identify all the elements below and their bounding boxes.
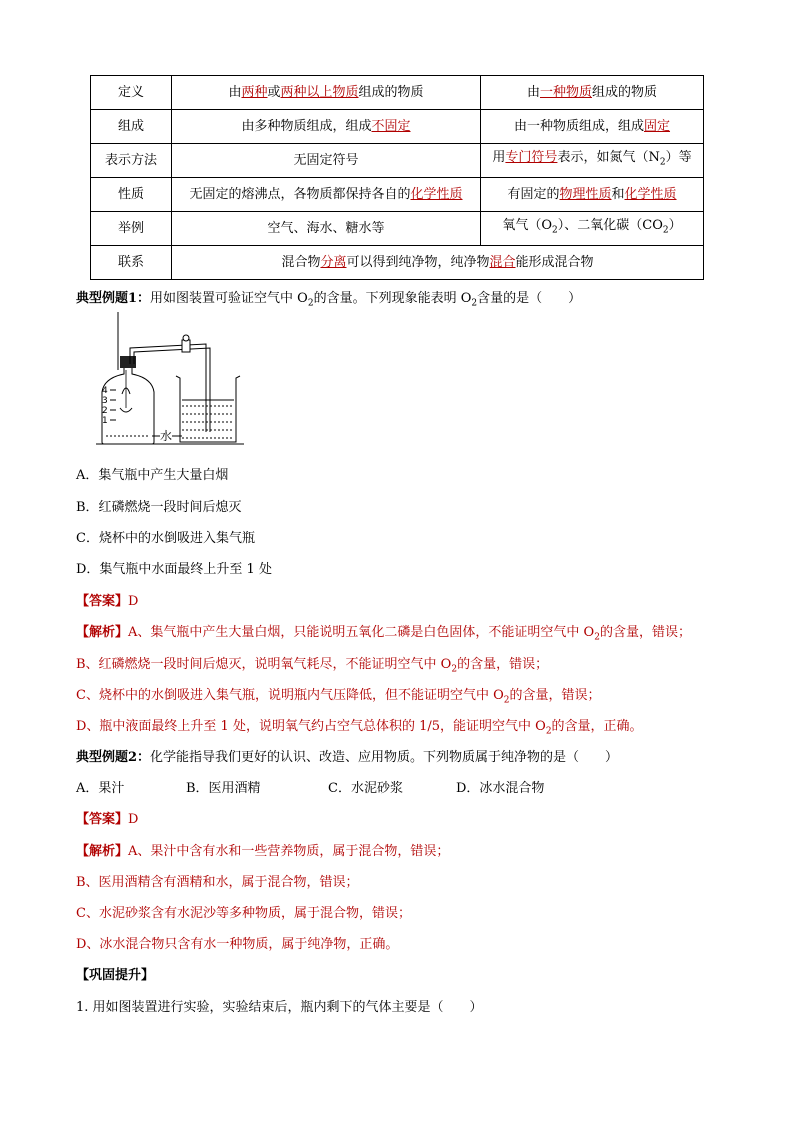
subscript: 2 — [545, 726, 552, 737]
row-label: 表示方法 — [91, 144, 172, 178]
consolidate-heading: 【巩固提升】 — [76, 968, 155, 983]
underlined-term: 两种以上物质 — [280, 84, 359, 100]
text-run: 由多种物质组成，组成 — [241, 118, 372, 134]
analysis-tag: 【解析】 — [76, 625, 129, 640]
underlined-term: 不固定 — [371, 118, 411, 134]
ex2-analysis-d: D、冰水混合物只含有水一种物质，属于纯净物，正确。 — [76, 937, 399, 952]
subscript: 2 — [662, 225, 669, 236]
underlined-term: 固定 — [644, 118, 671, 134]
ex1-analysis-c — [76, 684, 601, 706]
table-row — [91, 178, 704, 212]
ex2-option-c: C．水泥砂浆 — [328, 781, 403, 796]
subscript: 2 — [594, 632, 600, 643]
ex1-option-d: D．集气瓶中水面最终上升至 1 处 — [76, 562, 272, 577]
text-run: 能形成混合物 — [515, 254, 594, 270]
text-run: 含量的是（ ） — [477, 291, 582, 306]
analysis-text: A、果汁中含有水和一些营养物质，属于混合物，错误； — [128, 844, 450, 859]
mixture-cell — [172, 110, 481, 144]
mixture-cell — [172, 144, 481, 178]
underlined-term: 两种 — [241, 84, 268, 100]
pure-cell — [481, 110, 704, 144]
ex2-analysis-b: B、医用酒精含有酒精和水，属于混合物，错误； — [76, 875, 359, 890]
question-1: 1. 用如图装置进行实验，实验结束后，瓶内剩下的气体主要是（ ） — [76, 1000, 483, 1015]
ex2-analysis-a — [76, 840, 449, 859]
answer-value: D — [128, 812, 139, 827]
subscript: 2 — [659, 157, 666, 168]
text-run: ）、二氧化碳（CO — [557, 218, 663, 234]
underlined-term: 物理性质 — [559, 186, 612, 202]
text-run: 无固定的熔沸点，各物质都保持各自的 — [189, 186, 411, 202]
answer-value: D — [128, 594, 139, 609]
subscript: 2 — [552, 225, 558, 236]
text-run: 组成的物质 — [358, 84, 424, 100]
ex2-options — [76, 777, 544, 796]
text-run: 组成的物质 — [592, 84, 658, 100]
analysis-tag: 【解析】 — [76, 844, 129, 859]
ex1-analysis-d — [76, 715, 643, 737]
pure-cell — [481, 212, 704, 246]
scale-4: 4 — [102, 386, 108, 396]
pure-cell — [481, 144, 704, 178]
row-label: 组成 — [91, 110, 172, 144]
underlined-term: 混合 — [489, 254, 516, 270]
text-run: ） — [668, 218, 682, 234]
answer-tag: 【答案】 — [76, 594, 129, 609]
text-run: ）等 — [665, 150, 692, 166]
mixture-cell — [172, 76, 481, 110]
underlined-term: 分离 — [320, 254, 347, 270]
text-run: 或 — [267, 84, 281, 100]
example2-question — [76, 746, 618, 765]
pure-cell — [481, 76, 704, 110]
ex2-option-a: A．果汁 — [76, 781, 125, 796]
row-label: 性质 — [91, 178, 172, 212]
text-run: 空气、海水、糖水等 — [267, 220, 385, 236]
text-run: 的含量，正确。 — [551, 719, 643, 734]
ex1-analysis-b — [76, 653, 548, 675]
table-row — [91, 76, 704, 110]
scale-1: 1 — [102, 416, 108, 426]
text-run: 典型例题2： — [76, 750, 151, 765]
text-run: 的含量，错误； — [599, 625, 691, 640]
subscript: 2 — [503, 695, 510, 706]
text-run: D、瓶中液面最终上升至 1 处，说明氧气约占空气总体积的 1/5，能证明空气中 O — [76, 719, 546, 734]
row-label: 定义 — [91, 76, 172, 110]
text-run: 的含量，错误； — [457, 657, 549, 672]
text-run: 氧气（O — [502, 218, 553, 234]
pure-cell — [481, 178, 704, 212]
text-run: 用 — [492, 150, 506, 166]
subscript: 2 — [471, 298, 478, 309]
link-cell — [172, 246, 704, 280]
text-run: 和 — [611, 186, 625, 202]
subscript: 2 — [307, 298, 314, 309]
ex1-option-c: C．烧杯中的水倒吸进入集气瓶 — [76, 531, 255, 546]
ex2-answer — [76, 808, 138, 827]
ex1-option-b: B．红磷燃烧一段时间后熄灭 — [76, 500, 242, 515]
text-run: 有固定的 — [507, 186, 560, 202]
text-run: 由一种物质组成，组成 — [513, 118, 644, 134]
row-label: 联系 — [91, 246, 172, 280]
mixture-cell — [172, 212, 481, 246]
text-run: 典型例题1： — [76, 291, 151, 306]
answer-tag: 【答案】 — [76, 812, 129, 827]
text-run: 可以得到纯净物，纯净物 — [346, 254, 490, 270]
text-run: 表示，如氮气（N — [557, 150, 660, 166]
table-row — [91, 212, 704, 246]
underlined-term: 化学性质 — [624, 186, 677, 202]
ex1-option-a: A．集气瓶中产生大量白烟 — [76, 468, 229, 483]
apparatus-figure — [96, 312, 246, 450]
subscript: 2 — [451, 664, 458, 675]
underlined-term: 化学性质 — [410, 186, 463, 202]
ex2-option-b: B．医用酒精 — [186, 781, 261, 796]
underlined-term: 专门符号 — [505, 150, 558, 166]
text-run: 由 — [526, 84, 540, 100]
scale-2: 2 — [102, 406, 108, 416]
ex1-analysis-a — [76, 621, 691, 643]
ex2-analysis-c: C、水泥砂浆含有水泥沙等多种物质，属于混合物，错误； — [76, 906, 411, 921]
table-row — [91, 110, 704, 144]
comparison-table — [90, 75, 704, 280]
table-row — [91, 144, 704, 178]
text-run: 混合物 — [281, 254, 321, 270]
text-run: 用如图装置可验证空气中 O — [150, 291, 308, 306]
ex1-answer — [76, 590, 138, 609]
text-run: 无固定符号 — [293, 152, 359, 168]
text-run: B、红磷燃烧一段时间后熄灭，说明氧气耗尽，不能证明空气中 O — [76, 657, 452, 672]
ex2-option-d: D．冰水混合物 — [456, 781, 545, 796]
text-run: 化学能指导我们更好的认识、改造、应用物质。下列物质属于纯净物的是（ ） — [150, 750, 619, 765]
text-run: 的含量。下列现象能表明 O — [313, 291, 472, 306]
text-run: 由 — [228, 84, 242, 100]
text-run: A、集气瓶中产生大量白烟，只能说明五氧化二磷是白色固体，不能证明空气中 O — [128, 625, 595, 640]
row-label: 举例 — [91, 212, 172, 246]
water-label: 水 — [160, 429, 173, 443]
text-run: 的含量，错误； — [509, 688, 601, 703]
mixture-cell — [172, 178, 481, 212]
example1-question — [76, 287, 581, 309]
table-row — [91, 246, 704, 280]
underlined-term: 一种物质 — [539, 84, 592, 100]
scale-3: 3 — [102, 396, 108, 406]
text-run: C、烧杯中的水倒吸进入集气瓶，说明瓶内气压降低，但不能证明空气中 O — [76, 688, 504, 703]
